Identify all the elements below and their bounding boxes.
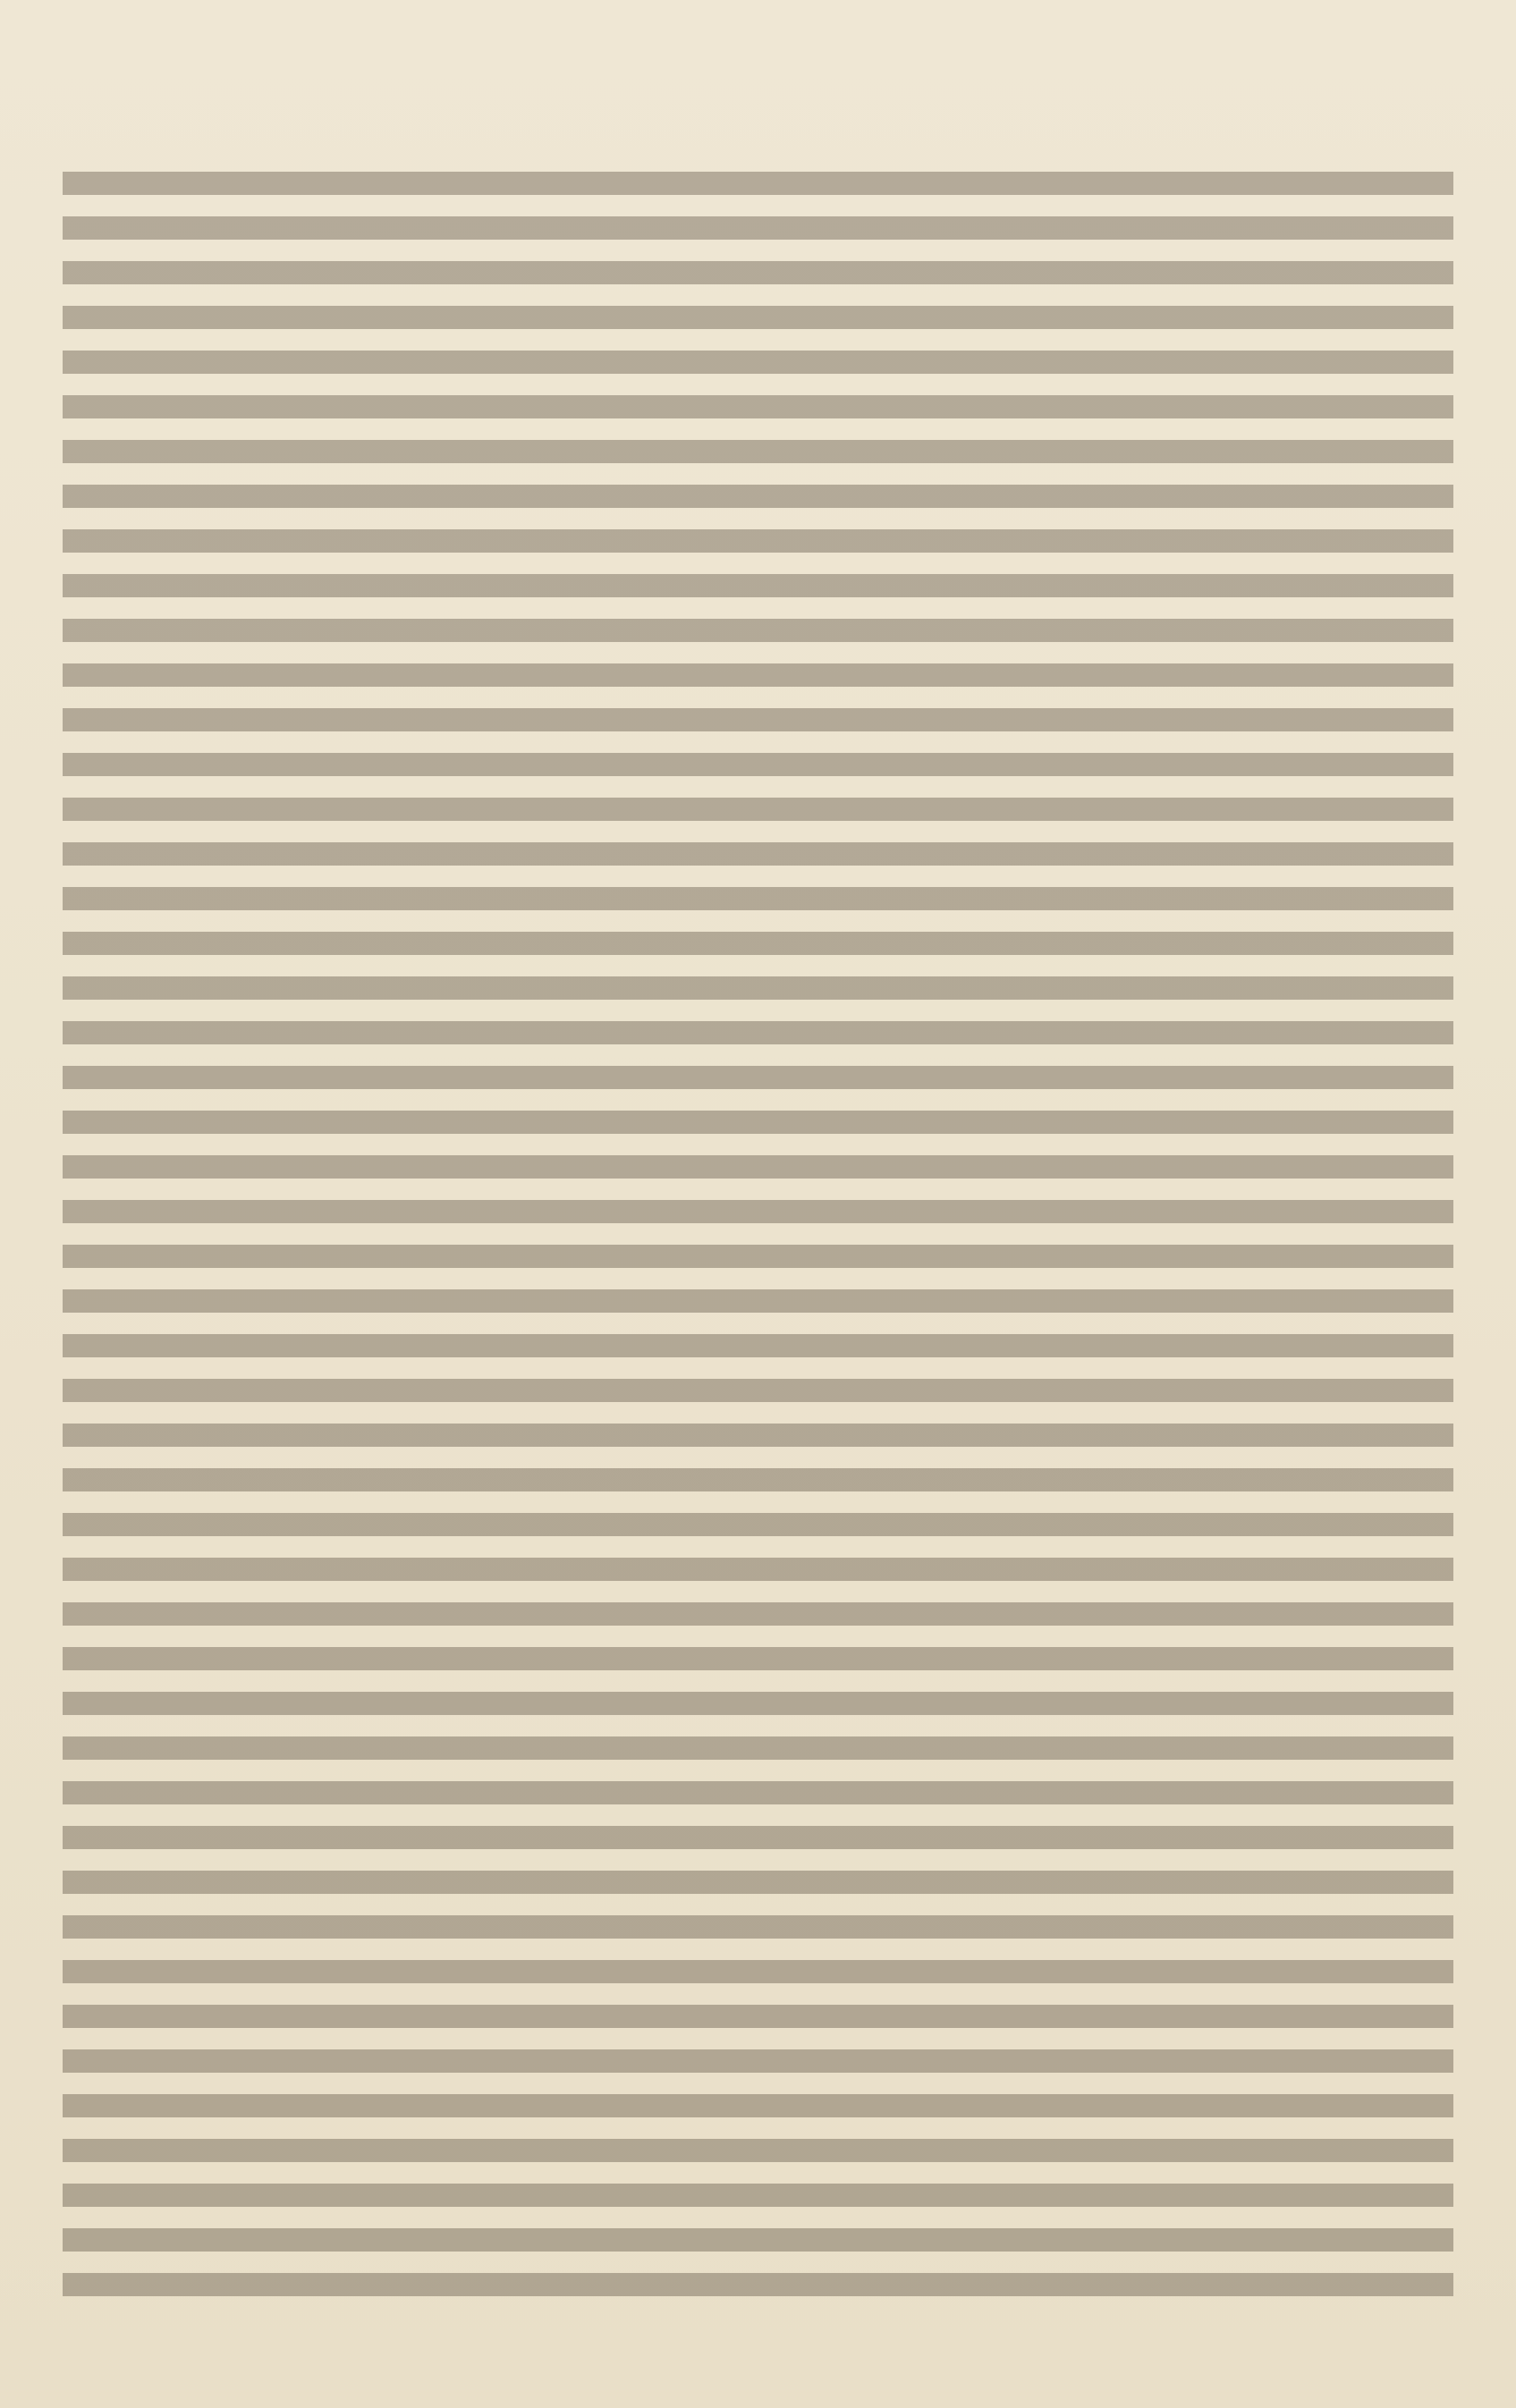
text-block <box>63 161 1453 2307</box>
unreadable-text <box>63 161 1453 2307</box>
running-head <box>63 72 1453 134</box>
